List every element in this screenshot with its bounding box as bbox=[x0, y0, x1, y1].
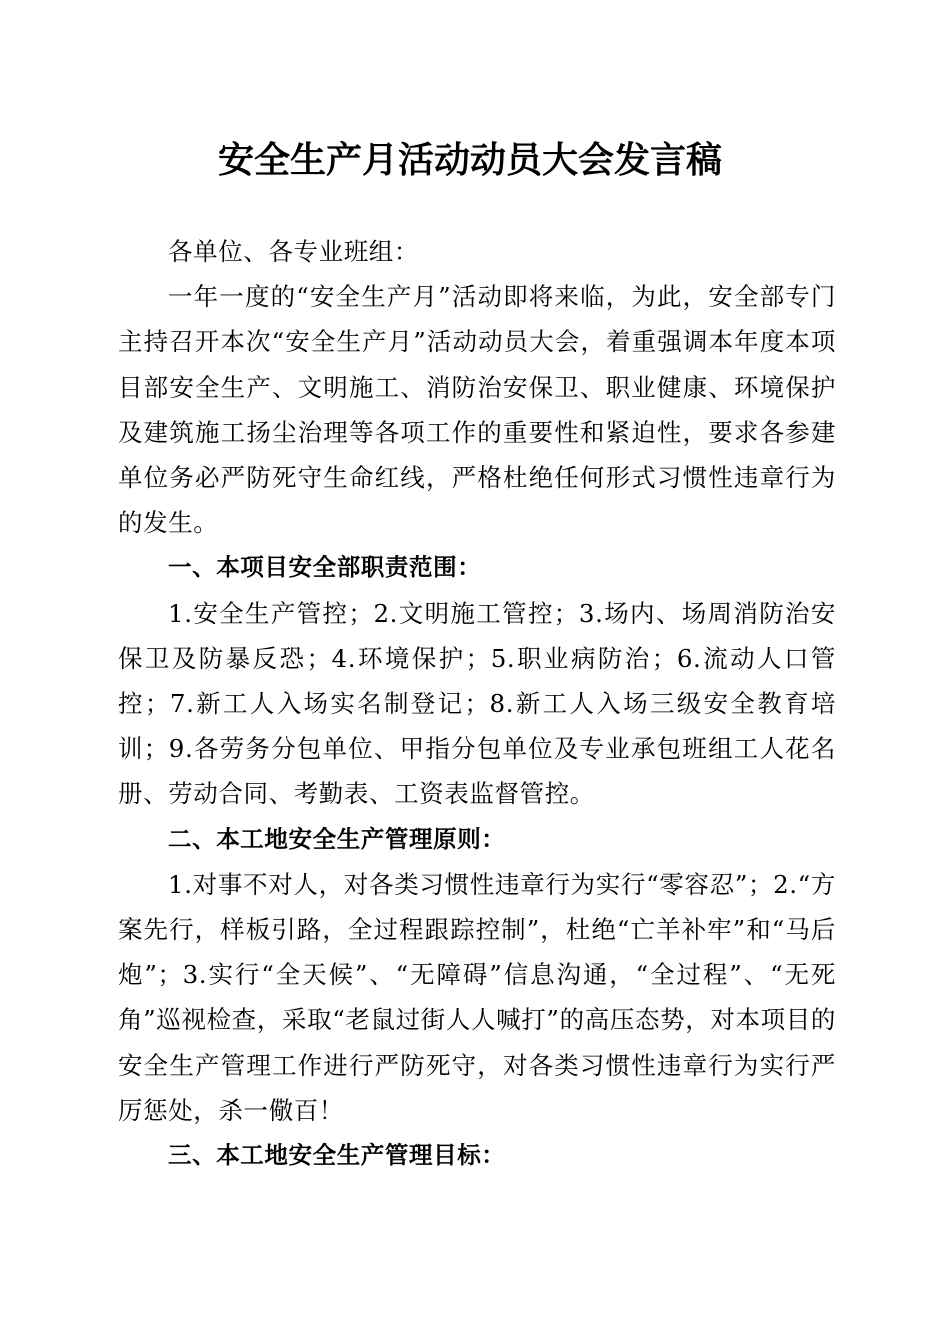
section-content-responsibilities: 1.安全生产管控；2.文明施工管控；3.场内、场周消防治安保卫及防暴反恐；4.环境保护；5.职业病防治；6.流动人口管控；7.新工人入场实名制登记；8.新工人入场三级安全教育培训；9.各劳务分包单位、甲指分包单位及专业承包班组工人花名册、劳动合同、考勤表、工资表监督管控。 bbox=[118, 598, 836, 809]
section-heading-responsibilities: 一、本项目安全部职责范围： bbox=[168, 553, 482, 582]
document-body bbox=[118, 229, 836, 1178]
salutation: 各单位、各专业班组： bbox=[168, 237, 419, 266]
section-content-principles: 1.对事不对人，对各类习惯性违章行为实行“零容忍”；2.“方案先行，样板引路，全过程跟踪控制”，杜绝“亡羊补牢”和“马后炮”；3.实行“全天候”、“无障碍”信息沟通，“全过程”、“无死角”巡视检查，采取“老鼠过街人人喊打”的高压态势，对本项目的安全生产管理工作进行严防死守，对各类习惯性违章行为实行严厉惩处，杀一儆百！ bbox=[118, 869, 836, 1125]
section-heading-principles: 二、本工地安全生产管理原则： bbox=[168, 824, 506, 853]
document-title: 安全生产月活动动员大会发言稿 bbox=[217, 139, 722, 181]
section-heading-goals: 三、本工地安全生产管理目标： bbox=[168, 1141, 506, 1170]
intro-paragraph: 一年一度的“安全生产月”活动即将来临，为此，安全部专门主持召开本次“安全生产月”活动动员大会，着重强调本年度本项目部安全生产、文明施工、消防治安保卫、职业健康、环境保护及建筑施工扬尘治理等各项工作的重要性和紧迫性，要求各参建单位务必严防死守生命红线，严格杜绝任何形式习惯性违章行为的发生。 bbox=[118, 282, 836, 538]
